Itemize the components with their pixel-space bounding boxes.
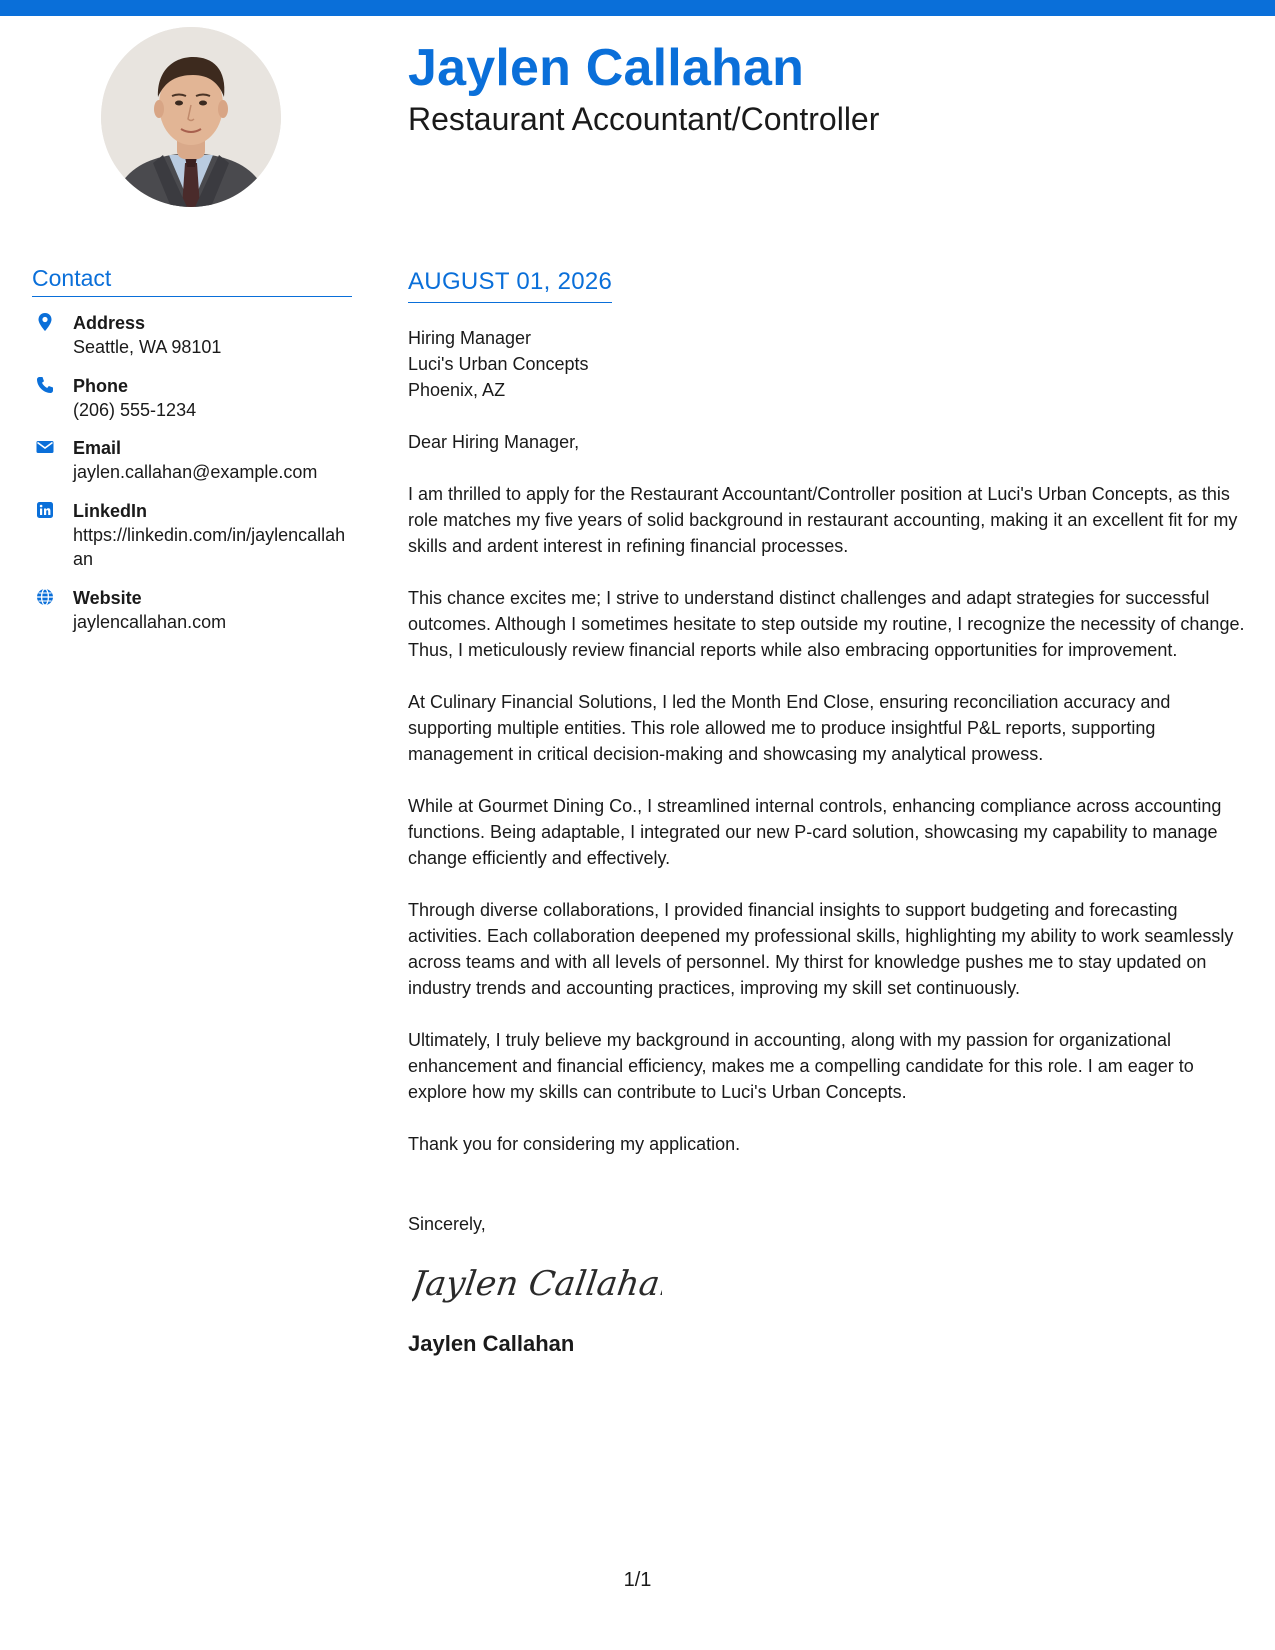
contact-label-linkedin: LinkedIn bbox=[73, 500, 148, 521]
contact-heading: Contact bbox=[32, 265, 352, 297]
letter-paragraph: I am thrilled to apply for the Restaurant Accountant/Controller position at Luci's Urban Concepts, as this role matches my five years of solid background in restaurant accounting, making it an excellent fit for my skills and ardent interest in refining financial processes. bbox=[408, 484, 1238, 556]
job-title: Restaurant Accountant/Controller bbox=[408, 101, 880, 137]
signed-name: Jaylen Callahan bbox=[408, 1331, 575, 1356]
applicant-name: Jaylen Callahan bbox=[408, 39, 805, 97]
contact-item-email bbox=[32, 436, 352, 485]
map-pin-icon bbox=[35, 312, 55, 332]
avatar-portrait-image bbox=[101, 27, 281, 207]
contact-value-website[interactable]: jaylencallahan.com bbox=[73, 611, 227, 632]
contact-item-linkedin bbox=[32, 499, 352, 572]
contact-item-website bbox=[32, 586, 352, 635]
letter-paragraph: Through diverse collaborations, I provided financial insights to support budgeting and forecasting activities. Each collaboration deepened my professional skills, highlighting my ability to work seamlessly across teams and with all levels of personnel. My thirst for knowledge pushes me to stay updated on industry trends and accounting practices, improving my skill set continuously. bbox=[408, 900, 1234, 998]
contact-label-email: Email bbox=[73, 438, 122, 459]
signature-image bbox=[412, 1257, 662, 1307]
letter-paragraph: At Culinary Financial Solutions, I led the Month End Close, ensuring reconciliation accuracy and supporting multiple entities. This role allowed me to produce insightful P&L reports, supporting management in critical decision-making and showcasing my analytical prowess. bbox=[408, 692, 1171, 764]
letter-body bbox=[408, 268, 1253, 1358]
page-number: 1/1 bbox=[623, 1569, 652, 1591]
top-accent-bar bbox=[0, 0, 1275, 16]
signature-text: Jaylen Callahan bbox=[412, 1264, 662, 1304]
greeting: Dear Hiring Manager, bbox=[408, 432, 580, 452]
letter-date: AUGUST 01, 2026 bbox=[408, 268, 612, 303]
recipient-line: Luci's Urban Concepts bbox=[408, 354, 589, 374]
contact-value-linkedin[interactable]: https://linkedin.com/in/jaylencallahan bbox=[73, 525, 346, 570]
letter-paragraph: Thank you for considering my application. bbox=[408, 1134, 741, 1154]
letter-paragraph: This chance excites me; I strive to understand distinct challenges and adapt strategies for successful outcomes. Although I sometimes hesitate to step outside my routine, I recognize the necessity of change. Thus, I meticulously review financial reports while also embracing opportunities for improvement. bbox=[408, 588, 1245, 660]
contact-item-address bbox=[32, 311, 352, 360]
contact-label-phone: Phone bbox=[73, 375, 129, 396]
linkedin-icon bbox=[35, 500, 55, 520]
avatar bbox=[101, 27, 281, 207]
recipient-block bbox=[408, 325, 1253, 403]
closing: Sincerely, bbox=[408, 1214, 486, 1234]
recipient-line: Hiring Manager bbox=[408, 328, 532, 348]
contact-item-phone bbox=[32, 374, 352, 423]
phone-icon bbox=[35, 375, 55, 395]
contact-value-phone: (206) 555-1234 bbox=[73, 399, 197, 420]
envelope-icon bbox=[35, 437, 55, 457]
letter-paragraph: Ultimately, I truly believe my background in accounting, along with my passion for organizational enhancement and financial efficiency, makes me a compelling candidate for this role. I am eager to explore how my skills can contribute to Luci's Urban Concepts. bbox=[408, 1030, 1194, 1102]
contact-sidebar bbox=[32, 265, 352, 648]
contact-value-address: Seattle, WA 98101 bbox=[73, 337, 222, 358]
globe-icon bbox=[35, 587, 55, 607]
contact-value-email[interactable]: jaylen.callahan@example.com bbox=[73, 462, 318, 483]
recipient-line: Phoenix, AZ bbox=[408, 380, 506, 400]
contact-label-address: Address bbox=[73, 313, 146, 333]
letter-paragraph: While at Gourmet Dining Co., I streamlined internal controls, enhancing compliance across accounting functions. Being adaptable, I integrated our new P-card solution, showcasing my capability to manage change efficiently and effectively. bbox=[408, 796, 1222, 868]
contact-label-website: Website bbox=[73, 587, 142, 608]
handwritten-signature bbox=[412, 1257, 1253, 1312]
